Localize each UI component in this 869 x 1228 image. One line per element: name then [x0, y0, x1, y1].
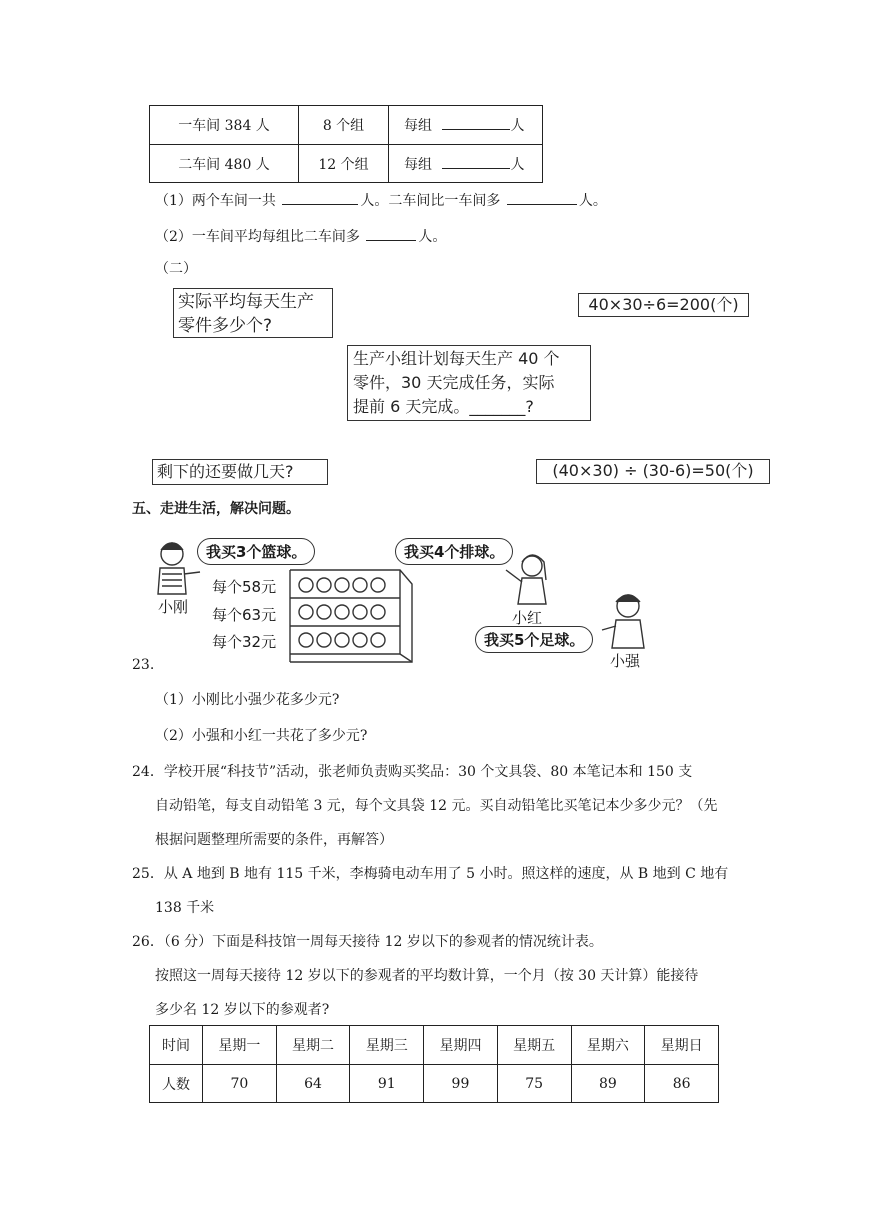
table-header-cell: 星期三 — [350, 1026, 424, 1065]
speech-bubble-xiaogang: 我买3个篮球。 — [197, 538, 315, 565]
basketballs — [299, 578, 385, 592]
question-26-line-3: 多少名 12 岁以下的参观者? — [155, 1002, 330, 1018]
question-25-line-2: 138 千米 — [155, 900, 215, 916]
speech-bubble-xiaoqiang: 我买5个足球。 — [475, 626, 593, 653]
table-header-cell: 星期五 — [497, 1026, 571, 1065]
question-26-line-2: 按照这一周每天接待 12 岁以下的参观者的平均数计算，一个月（按 30 天计算）能接待 — [155, 968, 699, 984]
table-header-cell: 星期日 — [645, 1026, 719, 1065]
question-25-line-1: 25．从 A 地到 B 地有 115 千米，李梅骑电动车用了 5 小时。照这样的速度，从 B 地到 C 地有 — [132, 866, 729, 882]
question-24-line-1: 24．学校开展“科技节”活动，张老师负责购买奖品：30 个文具袋、80 本笔记本和 150 支 — [132, 764, 693, 780]
table-cell: 89 — [571, 1065, 645, 1103]
question-2: （2）一车间平均每组比二车间多 人。 — [155, 226, 446, 246]
formula-box-1: 40×30÷6=200(个) — [578, 293, 749, 317]
table-cell: 86 — [645, 1065, 719, 1103]
table-header-cell: 星期二 — [276, 1026, 350, 1065]
table-cell: 91 — [350, 1065, 424, 1103]
table-header-cell: 星期六 — [571, 1026, 645, 1065]
question-23-part-2: （2）小强和小红一共花了多少元? — [155, 728, 368, 744]
table-cell: 每组 人 — [389, 145, 543, 183]
question-26-line-1: 26．（6 分）下面是科技馆一周每天接待 12 岁以下的参观者的情况统计表。 — [132, 934, 603, 950]
table-cell: 每组 人 — [389, 106, 543, 145]
table-cell: 8 个组 — [299, 106, 389, 145]
question-box-remaining: 剩下的还要做几天? — [152, 459, 328, 485]
speech-bubble-xiaohong: 我买4个排球。 — [395, 538, 513, 565]
answer-blank[interactable] — [282, 190, 358, 205]
table-cell: 99 — [424, 1065, 498, 1103]
answer-blank[interactable] — [442, 154, 510, 169]
price-football: 每个32元 — [212, 633, 277, 651]
table-cell: 64 — [276, 1065, 350, 1103]
table-header-cell: 时间 — [150, 1026, 203, 1065]
table-header-cell: 星期四 — [424, 1026, 498, 1065]
workshop-table — [149, 105, 543, 183]
ball-shelf — [290, 570, 412, 662]
xiaoqiang-figure — [602, 595, 644, 648]
answer-blank[interactable] — [507, 190, 577, 205]
visitor-table — [149, 1025, 719, 1103]
formula-box-2: (40×30) ÷ (30-6)=50(个) — [536, 459, 770, 484]
section-title: 五、走进生活，解决问题。 — [132, 501, 300, 517]
question-box-average: 实际平均每天生产零件多少个? — [173, 288, 333, 338]
part-2-label: （二） — [155, 261, 197, 277]
price-volleyball: 每个63元 — [212, 606, 277, 624]
table-cell: 12 个组 — [299, 145, 389, 183]
label-xiaogang: 小刚 — [158, 598, 189, 616]
answer-blank[interactable] — [366, 226, 416, 241]
question-23-number: 23. — [132, 657, 155, 673]
table-cell: 二车间 480 人 — [150, 145, 299, 183]
table-row-label: 人数 — [150, 1065, 203, 1103]
question-24-line-2: 自动铅笔，每支自动铅笔 3 元，每个文具袋 12 元。买自动铅笔比买笔记本少多少元？（先 — [155, 798, 718, 814]
label-xiaohong: 小红 — [512, 609, 543, 627]
question-1: （1）两个车间一共 人。二车间比一车间多 人。 — [155, 190, 607, 210]
table-cell: 一车间 384 人 — [150, 106, 299, 145]
table-cell: 70 — [203, 1065, 277, 1103]
problem-box: 生产小组计划每天生产 40 个 零件，30 天完成任务，实际 提前 6 天完成。_______? — [347, 345, 591, 421]
footballs — [299, 633, 385, 647]
price-basketball: 每个58元 — [212, 578, 277, 596]
xiaogang-figure — [158, 543, 200, 594]
shopping-illustration — [150, 530, 670, 670]
table-cell: 75 — [497, 1065, 571, 1103]
label-xiaoqiang: 小强 — [610, 652, 641, 670]
question-24-line-3: 根据问题整理所需要的条件，再解答） — [155, 832, 393, 848]
table-header-cell: 星期一 — [203, 1026, 277, 1065]
volleyballs — [299, 605, 385, 619]
answer-blank[interactable] — [442, 115, 510, 130]
question-23-part-1: （1）小刚比小强少花多少元? — [155, 692, 340, 708]
xiaohong-figure — [506, 555, 546, 604]
